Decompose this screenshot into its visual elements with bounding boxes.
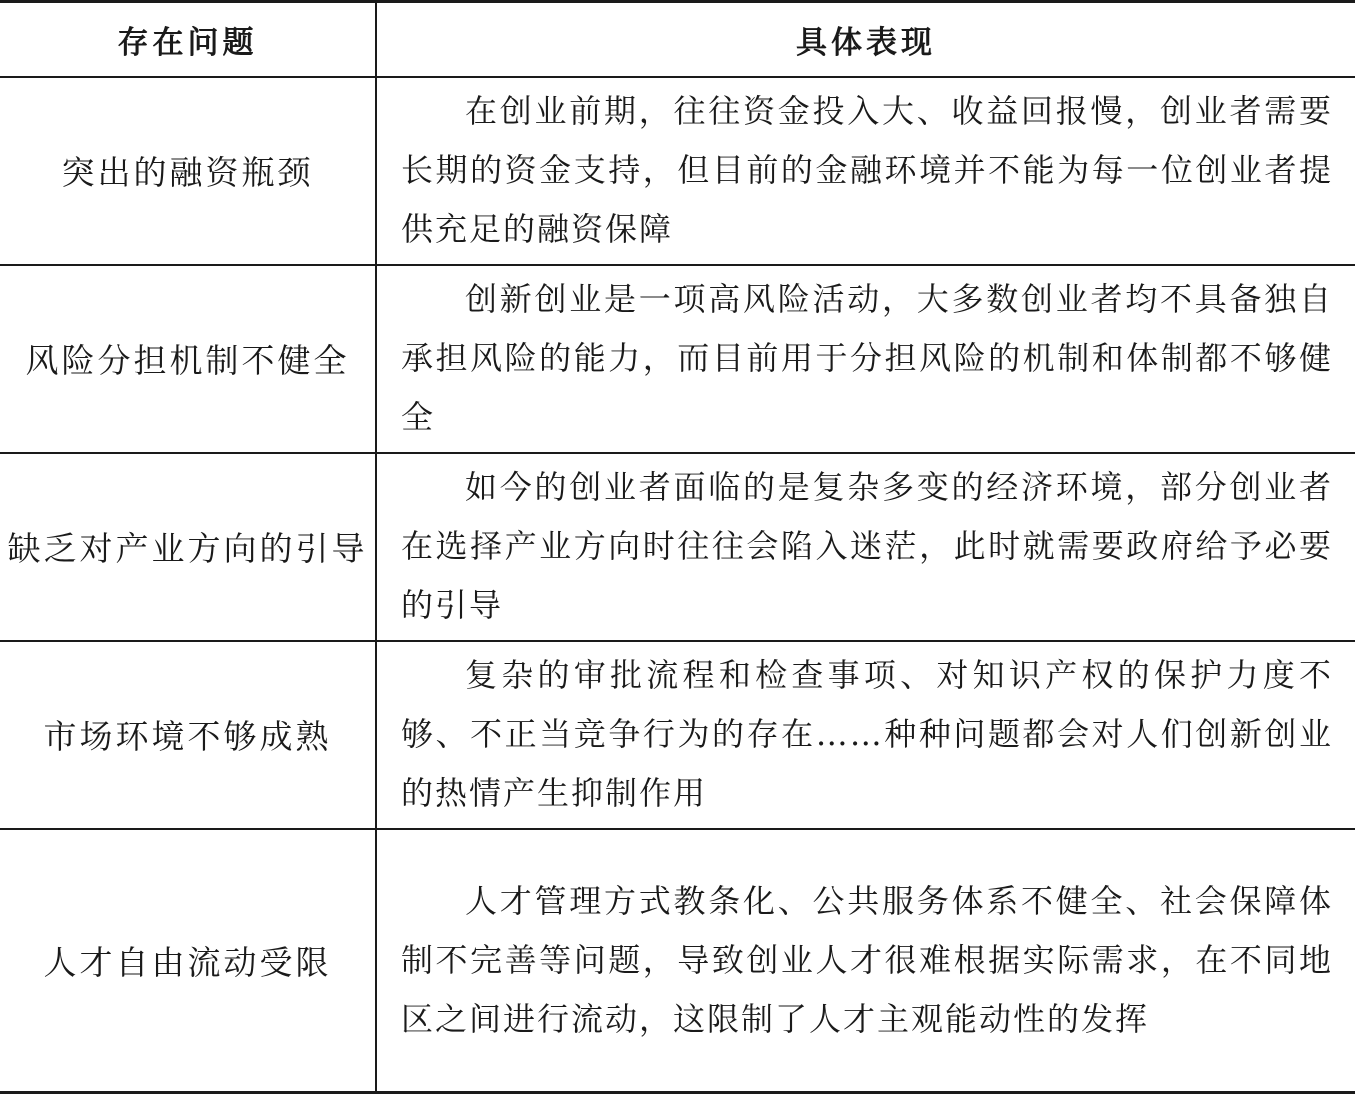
header-row: [0, 2, 1355, 77]
description-cell: 创新创业是一项高风险活动，大多数创业者均不具备独自承担风险的能力，而目前用于分担风险的机制和体制都不够健全: [376, 265, 1355, 453]
table-row: [0, 829, 1355, 1093]
header-description: 具体表现: [376, 2, 1355, 77]
table-row: [0, 641, 1355, 829]
header-problem: 存在问题: [0, 2, 376, 77]
problem-cell: 缺乏对产业方向的引导: [0, 453, 376, 641]
table-row: [0, 453, 1355, 641]
table-row: [0, 77, 1355, 265]
description-cell: 人才管理方式教条化、公共服务体系不健全、社会保障体制不完善等问题，导致创业人才很难根据实际需求，在不同地区之间进行流动，这限制了人才主观能动性的发挥: [376, 829, 1355, 1093]
table-body: [0, 77, 1355, 1093]
problem-cell: 突出的融资瓶颈: [0, 77, 376, 265]
problem-cell: 人才自由流动受限: [0, 829, 376, 1093]
description-cell: 复杂的审批流程和检查事项、对知识产权的保护力度不够、不正当竞争行为的存在……种种问题都会对人们创新创业的热情产生抑制作用: [376, 641, 1355, 829]
table-row: [0, 265, 1355, 453]
table-header: [0, 2, 1355, 77]
problem-cell: 市场环境不够成熟: [0, 641, 376, 829]
description-cell: 如今的创业者面临的是复杂多变的经济环境，部分创业者在选择产业方向时往往会陷入迷茫，此时就需要政府给予必要的引导: [376, 453, 1355, 641]
description-cell: 在创业前期，往往资金投入大、收益回报慢，创业者需要长期的资金支持，但目前的金融环境并不能为每一位创业者提供充足的融资保障: [376, 77, 1355, 265]
problem-cell: 风险分担机制不健全: [0, 265, 376, 453]
